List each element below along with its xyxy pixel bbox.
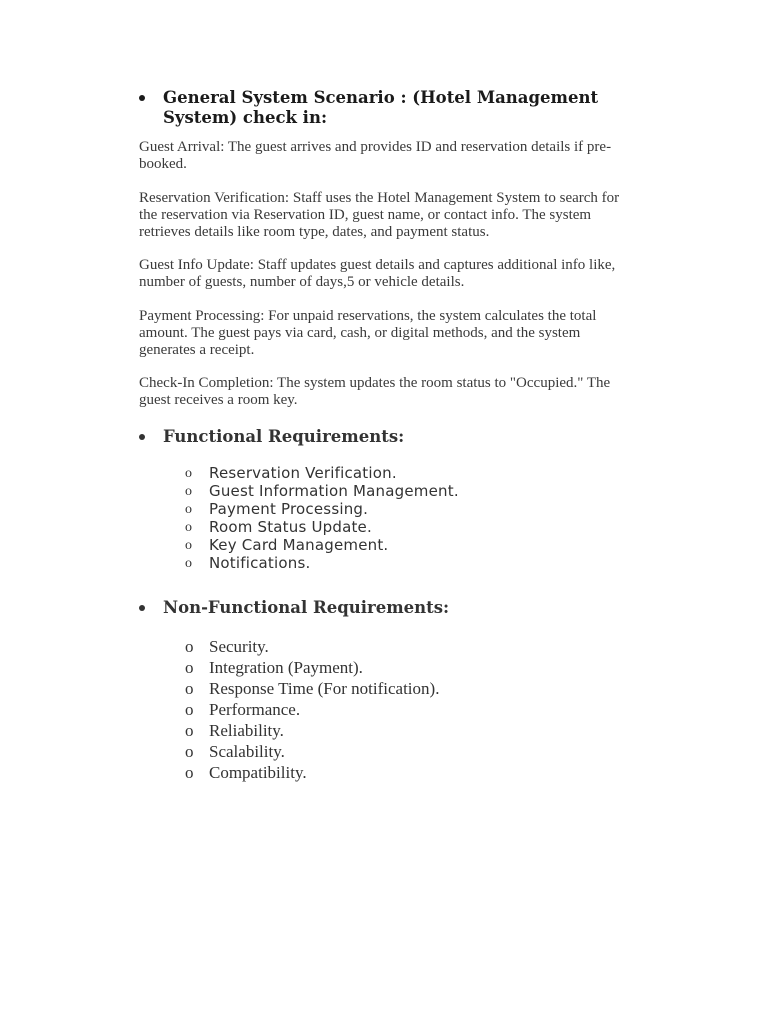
- list-item-text: Room Status Update.: [209, 518, 372, 536]
- general-scenario-heading: [139, 88, 649, 128]
- sub-bullet-marker: o: [185, 466, 193, 481]
- sub-bullet-marker: o: [185, 679, 194, 698]
- list-item-text: Performance.: [209, 700, 301, 719]
- list-item: [185, 741, 439, 762]
- list-item: [185, 500, 459, 518]
- non-functional-requirements-heading-text: Non-Functional Requirements:: [163, 598, 450, 617]
- general-scenario-heading-text: General System Scenario : (Hotel Management System) check in:: [163, 88, 599, 127]
- list-item-text: Scalability.: [209, 742, 285, 761]
- paragraph-guest-arrival: Guest Arrival: The guest arrives and provides ID and reservation details if pre-booked.: [139, 139, 612, 172]
- sub-bullet-marker: o: [185, 763, 194, 782]
- sub-bullet-marker: o: [185, 658, 194, 677]
- sub-bullet-marker: o: [185, 538, 193, 553]
- functional-requirements-heading-text: Functional Requirements:: [163, 427, 405, 446]
- list-item: [185, 699, 439, 720]
- sub-bullet-marker: o: [185, 556, 193, 571]
- sub-bullet-marker: o: [185, 700, 194, 719]
- paragraph-reservation-verification: Reservation Verification: Staff uses the Hotel Management System to search for the reservation via Reservation ID, guest name, or contact info. The system retrieves details like room type, dates, and payment status.: [139, 190, 620, 240]
- list-item-text: Key Card Management.: [209, 536, 389, 554]
- bullet-icon: [139, 605, 145, 611]
- sub-bullet-marker: o: [185, 502, 193, 517]
- list-item: [185, 720, 439, 741]
- list-item-text: Guest Information Management.: [209, 482, 459, 500]
- sub-bullet-marker: o: [185, 721, 194, 740]
- non-functional-requirements-heading: [139, 598, 649, 618]
- list-item: [185, 554, 459, 572]
- list-item-text: Reliability.: [209, 721, 284, 740]
- list-item: [185, 657, 439, 678]
- bullet-icon: [139, 434, 145, 440]
- list-item: [185, 464, 459, 482]
- sub-bullet-marker: o: [185, 637, 194, 656]
- sub-bullet-marker: o: [185, 484, 193, 499]
- non-functional-requirements-list: [185, 636, 439, 783]
- paragraph-guest-info-update: Guest Info Update: Staff updates guest details and captures additional info like, number of guests, number of days,5 or vehicle details.: [139, 257, 616, 290]
- sub-bullet-marker: o: [185, 520, 193, 535]
- list-item: [185, 518, 459, 536]
- list-item: [185, 482, 459, 500]
- functional-requirements-heading: [139, 427, 649, 447]
- sub-bullet-marker: o: [185, 742, 194, 761]
- list-item: [185, 636, 439, 657]
- list-item-text: Compatibility.: [209, 763, 307, 782]
- list-item-text: Reservation Verification.: [209, 464, 397, 482]
- bullet-icon: [139, 95, 145, 101]
- list-item-text: Response Time (For notification).: [209, 679, 440, 698]
- list-item: [185, 762, 439, 783]
- functional-requirements-list: [185, 464, 459, 572]
- list-item-text: Security.: [209, 637, 269, 656]
- paragraph-payment-processing: Payment Processing: For unpaid reservations, the system calculates the total amount. The guest pays via card, cash, or digital methods, and the system generates a receipt.: [139, 308, 597, 358]
- list-item-text: Notifications.: [209, 554, 311, 572]
- paragraph-check-in-completion: Check-In Completion: The system updates the room status to "Occupied." The guest receives a room key.: [139, 375, 611, 408]
- list-item-text: Integration (Payment).: [209, 658, 363, 677]
- list-item: [185, 678, 439, 699]
- list-item: [185, 536, 459, 554]
- list-item-text: Payment Processing.: [209, 500, 369, 518]
